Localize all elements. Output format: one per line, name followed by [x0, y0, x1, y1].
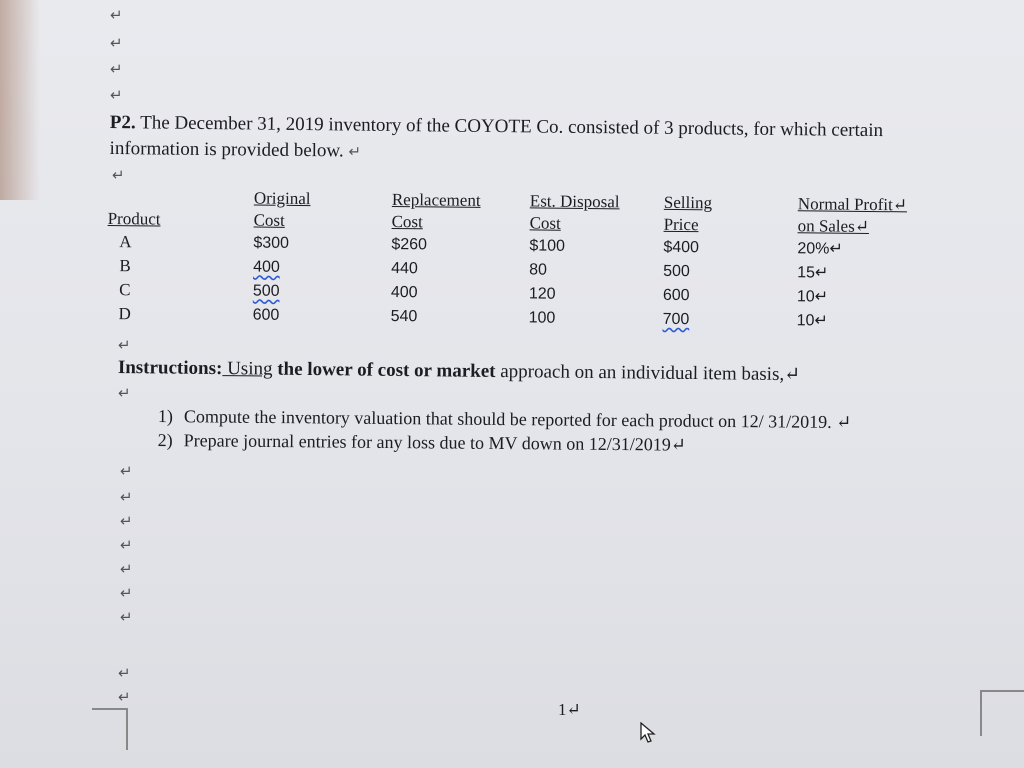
- instructions-rest: approach on an individual item basis,↵: [500, 361, 801, 386]
- header-product: Product: [107, 208, 161, 229]
- instruction-steps: [158, 404, 852, 458]
- problem-text-line2: information is provided below.: [109, 137, 344, 162]
- list-item: 2) Prepare journal entries for any loss due to MV down on 12/31/2019↵: [157, 429, 686, 455]
- page-corner-mark: [92, 708, 128, 750]
- instructions-bold: the lower of cost or market: [277, 358, 496, 382]
- cell-normal-profit: 10↵: [796, 312, 828, 330]
- return-arrow-icon: ↵: [118, 664, 131, 682]
- cell-original-cost: 500: [252, 282, 280, 300]
- cell-replacement-cost: 440: [391, 259, 418, 278]
- instructions: [118, 356, 800, 386]
- header-normal-profit: Normal Profit↵ on Sales↵: [797, 194, 908, 236]
- cell-original-cost: 600: [252, 306, 280, 324]
- header-selling-price: Selling Price: [663, 192, 713, 235]
- cell-product: B: [119, 256, 131, 276]
- cell-normal-profit: 20%↵: [797, 240, 843, 258]
- return-arrow-icon: ↵: [110, 34, 123, 52]
- page-number: 1↵: [558, 700, 581, 719]
- cell-selling-price: 500: [663, 262, 690, 281]
- return-arrow-icon: ↵: [120, 560, 133, 578]
- cell-normal-profit: 15↵: [797, 264, 829, 282]
- return-arrow-icon: ↵: [120, 488, 133, 506]
- header-original-cost: Original Cost: [253, 188, 311, 230]
- return-arrow-icon: ↵: [120, 608, 133, 626]
- list-item: 1) Compute the inventory valuation that should be reported for each product on 12/ 31/2019. ↵: [157, 405, 852, 433]
- return-arrow-icon: ↵: [348, 142, 362, 161]
- return-arrow-icon: ↵: [118, 336, 131, 354]
- mouse-pointer-icon: [640, 722, 656, 749]
- return-arrow-icon: ↵: [110, 60, 123, 78]
- cell-selling-price: 700: [662, 310, 690, 329]
- cell-replacement-cost: $260: [391, 235, 428, 254]
- cell-product: C: [119, 280, 131, 300]
- inventory-table: [107, 186, 938, 335]
- return-arrow-icon: ↵: [118, 384, 131, 402]
- cell-disposal-cost: 80: [529, 261, 548, 279]
- cell-selling-price: $400: [663, 238, 700, 257]
- return-arrow-icon: ↵: [118, 688, 131, 706]
- cell-disposal-cost: 100: [528, 309, 556, 327]
- return-arrow-icon: ↵: [120, 536, 133, 554]
- return-arrow-icon: ↵: [110, 86, 123, 104]
- cell-product: D: [118, 304, 131, 324]
- problem-text-line1: The December 31, 2019 inventory of the COYOTE Co. consisted of 3 products, for which certain: [140, 112, 884, 142]
- problem-statement: [109, 110, 999, 171]
- header-disposal-cost: Est. Disposal Cost: [529, 191, 620, 233]
- cell-original-cost: 400: [253, 258, 280, 276]
- return-arrow-icon: ↵: [112, 166, 125, 184]
- return-arrow-icon: ↵: [120, 462, 133, 480]
- instructions-lead: Using: [227, 358, 273, 380]
- cell-selling-price: 600: [662, 286, 690, 305]
- cell-replacement-cost: 540: [390, 307, 418, 326]
- cell-product: A: [119, 232, 132, 252]
- return-arrow-icon: ↵: [110, 6, 123, 24]
- problem-label: P2.: [109, 111, 136, 134]
- cell-disposal-cost: $100: [529, 237, 566, 255]
- page-corner-mark: [980, 690, 1024, 736]
- return-arrow-icon: ↵: [120, 512, 133, 530]
- cell-replacement-cost: 400: [390, 283, 418, 302]
- cell-original-cost: $300: [253, 234, 290, 252]
- photo-shadow: [0, 0, 40, 200]
- header-replacement-cost: Replacement Cost: [391, 189, 481, 232]
- instructions-label: Instructions:: [117, 356, 223, 380]
- cell-disposal-cost: 120: [528, 285, 556, 303]
- return-arrow-icon: ↵: [120, 584, 133, 602]
- cell-normal-profit: 10↵: [796, 288, 829, 306]
